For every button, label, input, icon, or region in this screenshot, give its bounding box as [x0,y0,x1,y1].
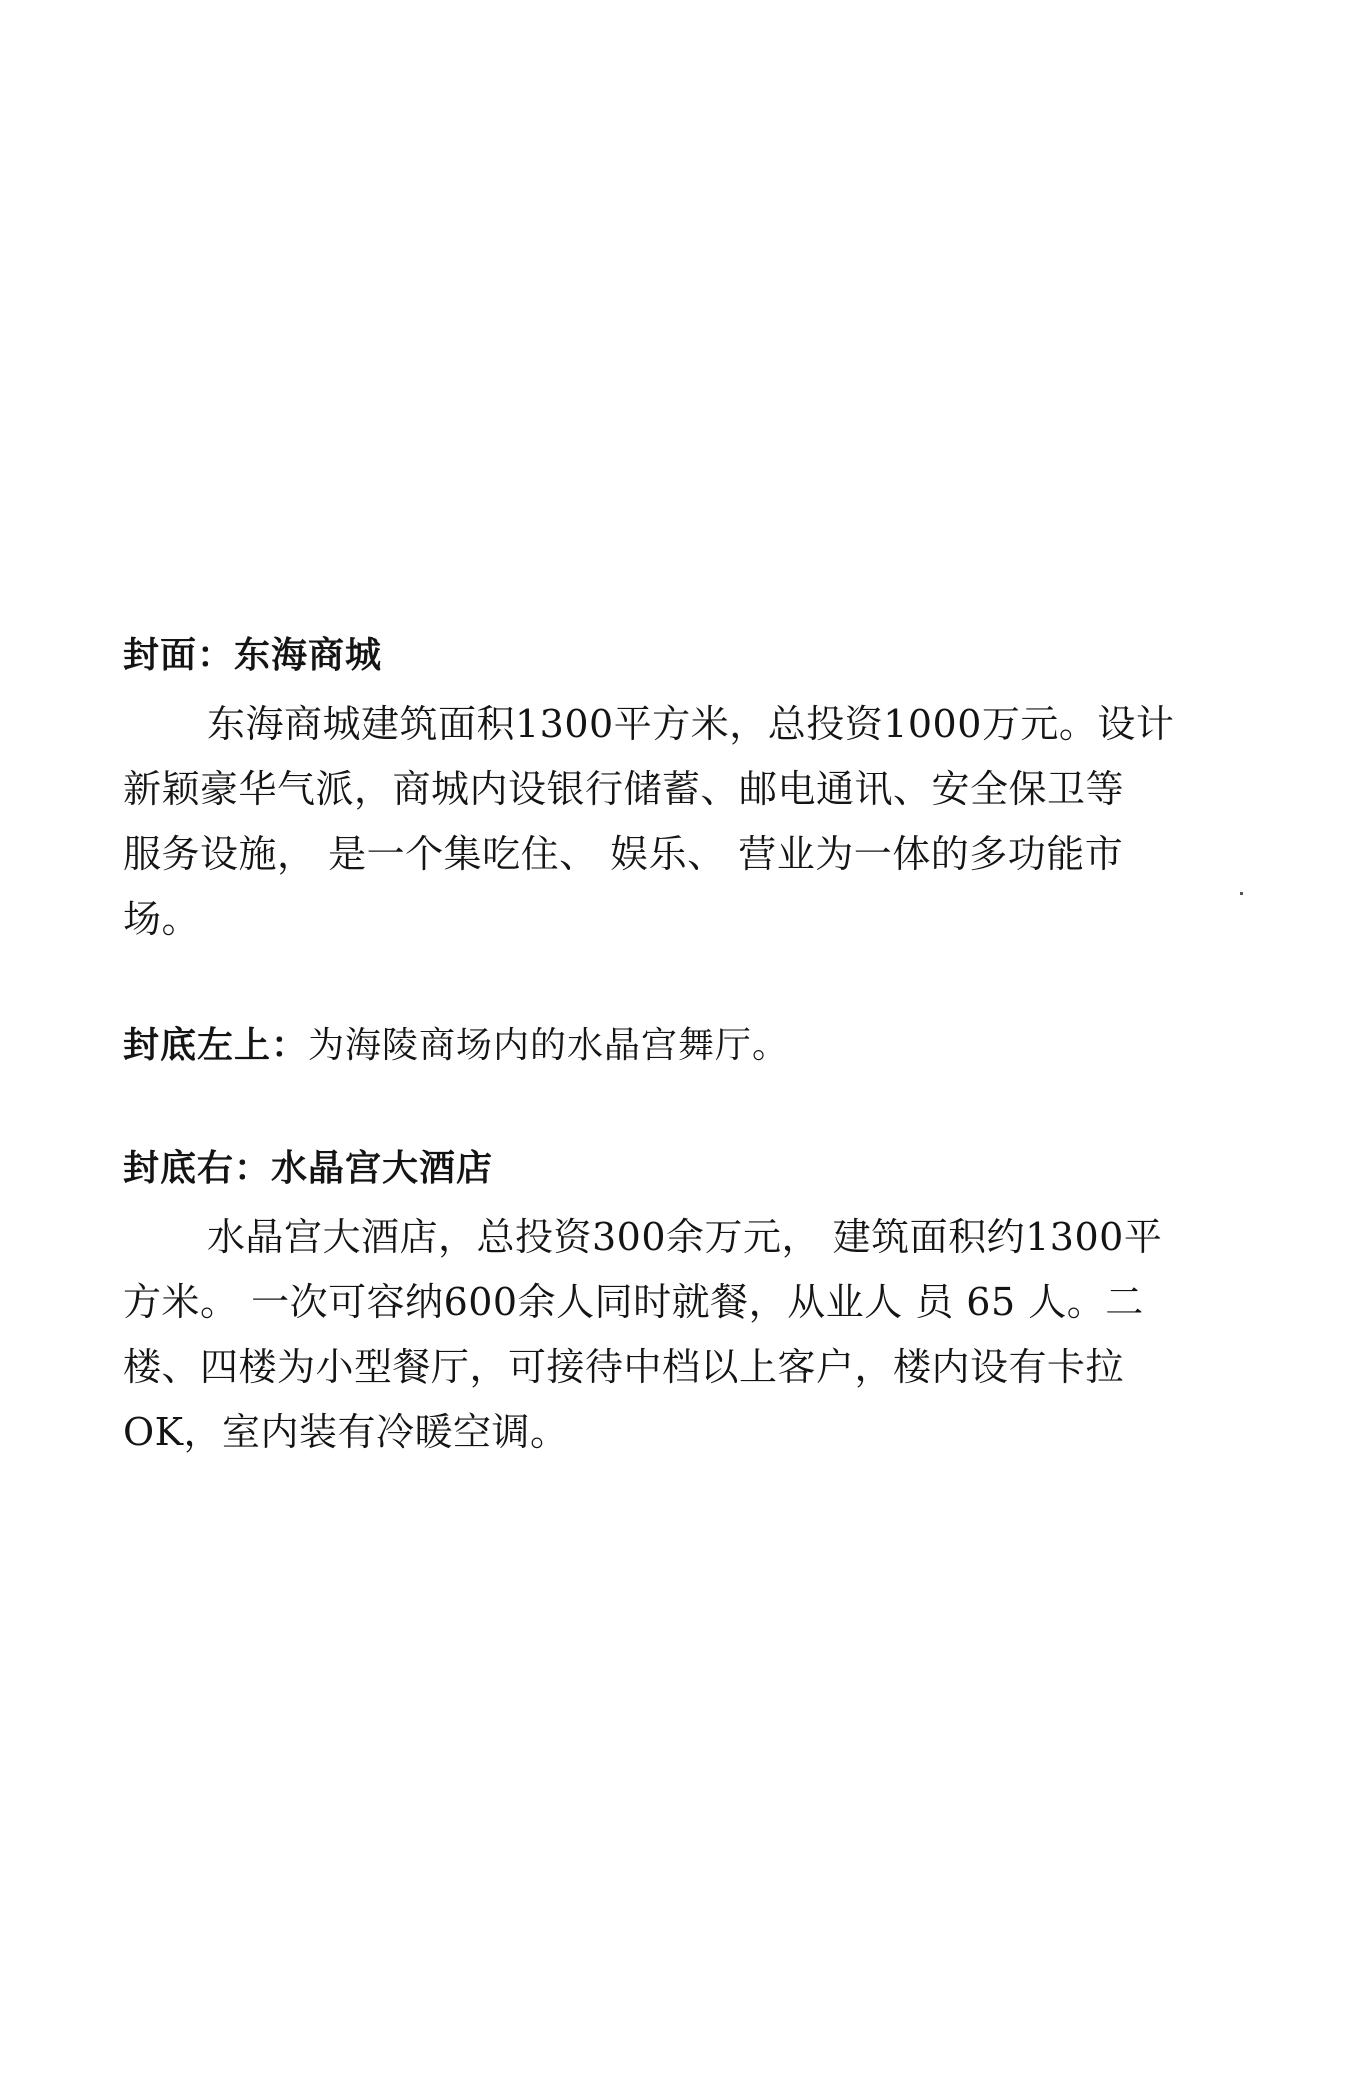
cover-line-1: 东海商城建筑面积1300平方米，总投资1000万元。设计 [207,702,1175,746]
cover-line-4: 场。 [123,897,201,941]
back-left-top-label: 封底左上： [123,1025,309,1066]
back-right-line-3: 楼、四楼为小型餐厅，可接待中档以上客户，楼内设有卡拉 [123,1345,1125,1389]
back-left-top-section [123,1022,1223,1070]
back-left-top-heading [123,1022,1223,1070]
cover-heading: 封面：东海商城 [123,635,383,676]
back-right-line-1: 水晶宫大酒店，总投资300余万元， 建筑面积约1300平 [207,1215,1163,1259]
back-right-heading: 封底右：水晶宫大酒店 [123,1148,494,1189]
back-left-top-text: 为海陵商场内的水晶宫舞厅。 [308,1025,790,1066]
back-right-line-2: 方米。 一次可容纳600余人同时就餐，从业人 员 65 人。二 [123,1280,1144,1324]
cover-line-3: 服务设施， 是一个集吃住、 娱乐、 营业为一体的多功能市 [123,832,1124,876]
back-right-description [123,1205,1223,1465]
cover-line-2: 新颖豪华气派，商城内设银行储蓄、邮电通讯、安全保卫等 [123,767,1125,811]
back-right-section [123,1145,1223,1465]
scan-speck [1240,892,1243,895]
cover-section [123,632,1223,952]
back-right-line-4: OK，室内装有冷暖空调。 [123,1410,569,1454]
cover-description [123,692,1223,952]
